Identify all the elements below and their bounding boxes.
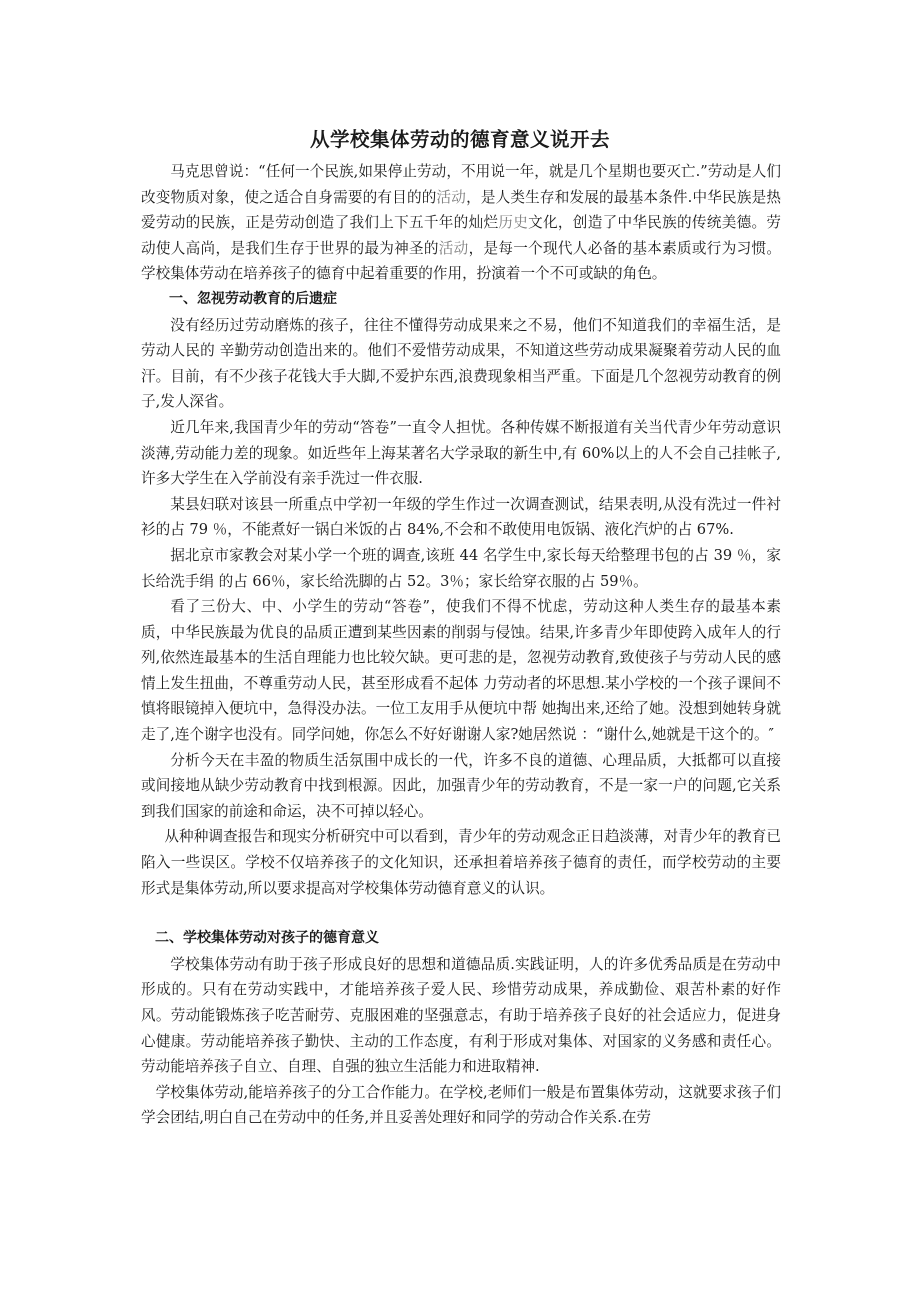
intro-text-2: ，是人类生存和发展的最基本条件.中华民族是热爱劳动的民族，正是劳动创造了我们上下五千年的灿烂 (141, 188, 781, 232)
intro-paragraph (141, 159, 781, 287)
paragraph-5: 看了三份大、中、小学生的劳动“答卷”，使我们不得不忧虑，劳动这种人类生存的最基本素质，中华民族最为优良的品质正遭到某些因素的削弱与侵蚀。结果,许多青少年即使跨入成年人的行列,依然连最基本的生活自理能力也比较欠缺。更可悲的是，忽视劳动教育,致使孩子与劳动人民的感情上发生扭曲，不尊重劳动人民，甚至形成看不起体 力劳动者的坏思想.某小学校的一个孩子课间不慎将眼镜掉入便坑中，急得没办法。一位工友用手从便坑中帮 她掏出来,还给了她。没想到她转身就走了,连个谢字也没有。同学问她，你怎么不好好谢谢人家?她居然说 ：“谢什么,她就是干这个的。″ (141, 598, 781, 744)
intro-text-3: 文化，创造了中华民族的传统美德。劳动使人高尚，是我们生存于世界的最为神圣的 (141, 214, 781, 257)
document-body (141, 159, 781, 1131)
paragraph-7: 从种种调查报告和现实分析研究中可以看到，青少年的劳动观念正日趋淡薄，对青少年的教育已陷入一些误区。学校不仅培养孩子的文化知识，还承担着培养孩子德育的责任，而学校劳动的主要形式是集体劳动,所以要求提高对学校集体劳动德育意义的认识。 (141, 828, 781, 897)
intro-text-1: 马克思曾说：“任何一个民族,如果停止劳动，不用说一年，就是几个星期也要灭亡.”劳动是人们改变物质对象，使之适合自身需要的有目的的 (141, 163, 781, 206)
paragraph-8: 学校集体劳动有助于孩子形成良好的思想和道德品质.实践证明，人的许多优秀品质是在劳动中形成的。只有在劳动实践中，才能培养孩子爱人民、珍惜劳动成果，养成勤俭、艰苦朴素的好作风。劳动能锻炼孩子吃苦耐劳、克服困难的坚强意志，有助于培养孩子良好的社会适应力，促进身心健康。劳动能培养孩子勤快、主动的工作态度，有利于形成对集体、对国家的义务感和责任心。劳动能培养孩子自立、自理、自强的独立生活能力和进取精神. (141, 955, 781, 1076)
inline-link-activity[interactable]: 活动 (436, 188, 467, 206)
paragraph-3: 某县妇联对该县一所重点中学初一年级的学生作过一次调查测试，结果表明,从没有洗过一件衬衫的占 79 ％，不能煮好一锅白米饭的占 84%,不会和不敢使用电饭锅、液化汽炉的占 67%. (141, 495, 781, 539)
paragraph-6: 分析今天在丰盈的物质生活氛围中成长的一代，许多不良的道德、心理品质，大抵都可以直接或间接地从缺少劳动教育中找到根源。因此，加强青少年的劳动教育，不是一家一户的问题,它关系到我们国家的前途和命运，决不可掉以轻心。 (141, 751, 781, 820)
section-heading-1: 一、忽视劳动教育的后遗症 (169, 290, 337, 307)
inline-link-history[interactable]: 历史 (498, 214, 529, 232)
paragraph-9: 学校集体劳动,能培养孩子的分工合作能力。在学校,老师们一般是布置集体劳动，这就要求孩子们学会团结,明白自己在劳动中的任务,并且妥善处理好和同学的劳动合作关系.在劳 (141, 1083, 781, 1127)
paragraph-4: 据北京市家教会对某小学一个班的调查,该班 44 名学生中,家长每天给整理书包的占 39 ％，家长给洗手绢 的占 66％，家长给洗脚的占 52。3％；家长给穿衣服的占 59％。 (141, 546, 781, 590)
paragraph-2: 近几年来,我国青少年的劳动“答卷”一直令人担忧。各种传媒不断报道有关当代青少年劳动意识淡薄,劳动能力差的现象。如近些年上海某著名大学录取的新生中,有 60%以上的人不会自己挂帐子,许多大学生在入学前没有亲手洗过一件衣服. (141, 418, 781, 488)
intro-text-4: ，是每一个现代人必备的基本素质或行为习惯。学校集体劳动在培养孩子的德育中起着重要的作用，扮演着一个不可或缺的角色。 (141, 239, 781, 283)
document-title: 从学校集体劳动的德育意义说开去 (309, 128, 610, 151)
section-heading-2: 二、学校集体劳动对孩子的德育意义 (155, 930, 379, 947)
inline-link-activity-2[interactable]: 活动 (438, 239, 469, 257)
paragraph-1: 没有经历过劳动磨炼的孩子，往往不懂得劳动成果来之不易，他们不知道我们的幸福生活，是劳动人民的 辛勤劳动创造出来的。他们不爱惜劳动成果，不知道这些劳动成果凝聚着劳动人民的血汗。目前，有不少孩子花钱大手大脚,不爱护东西,浪费现象相当严重。下面是几个忽视劳动教育的例子,发人深省。 (141, 316, 781, 411)
